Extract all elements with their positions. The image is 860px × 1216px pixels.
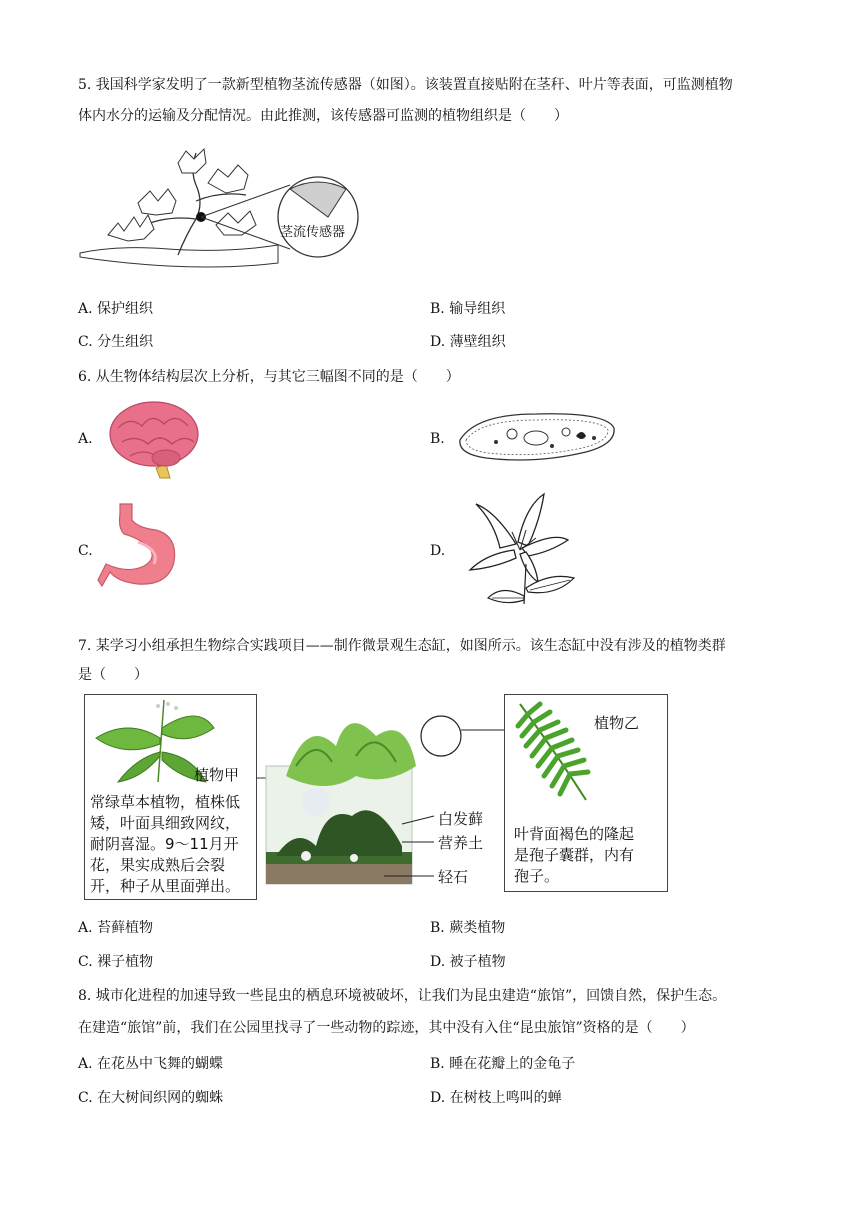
plant-b-description xyxy=(514,824,634,887)
plant-a-line-1: 常绿草本植物，植株低 xyxy=(90,793,241,811)
q5-plant-sensor-figure xyxy=(78,145,368,270)
plant-a-line-4: 花，果实成熟后会裂 xyxy=(90,856,226,874)
stomach-image xyxy=(98,502,180,590)
plant-a-line-2: 矮，叶面具细致网纹， xyxy=(90,814,241,832)
brain-image xyxy=(108,398,204,480)
label-stone: 轻石 xyxy=(438,868,469,886)
q7-option-d[interactable]: D. 被子植物 xyxy=(430,954,506,970)
q8-option-a[interactable]: A. 在花丛中飞舞的蝴蝶 xyxy=(78,1056,224,1072)
plant-b-title: 植物乙 xyxy=(594,714,640,732)
q8-stem-line2: 在建造“旅馆”前，我们在公园里找寻了一些动物的踪迹，其中没有入住“昆虫旅馆”资格的是（ ） xyxy=(78,1020,695,1036)
q7-stem-line2: 是（ ） xyxy=(78,667,148,683)
label-plant-a: 植物甲 xyxy=(194,766,240,784)
lily-flower-image xyxy=(466,492,578,608)
q5-stem-line2: 体内水分的运输及分配情况。由此推测，该传感器可监测的植物组织是（ ） xyxy=(78,108,568,124)
q5-option-b[interactable]: B. 输导组织 xyxy=(430,301,506,317)
plant-a-line-3: 耐阴喜湿。9～11月开 xyxy=(90,835,239,853)
plant-a-line-5: 开，种子从里面弹出。 xyxy=(90,877,241,895)
q6-option-b[interactable]: B. xyxy=(430,431,445,447)
label-soil: 营养土 xyxy=(438,834,484,852)
fern-frond-image xyxy=(514,700,592,804)
sensor-label: 茎流传感器 xyxy=(280,225,346,240)
q7-option-c[interactable]: C. 裸子植物 xyxy=(78,954,154,970)
q7-option-b[interactable]: B. 蕨类植物 xyxy=(430,920,506,936)
q6-option-d[interactable]: D. xyxy=(430,543,446,559)
q8-option-d[interactable]: D. 在树枝上鸣叫的蝉 xyxy=(430,1090,562,1106)
q5-option-a[interactable]: A. 保护组织 xyxy=(78,301,154,317)
q5-option-d[interactable]: D. 薄壁组织 xyxy=(430,334,506,350)
plant-b-line-2: 是孢子囊群，内有 xyxy=(514,846,635,864)
q7-stem-line1: 7. 某学习小组承担生物综合实践项目——制作微景观生态缸，如图所示。该生态缸中没有涉及的植物类群 xyxy=(78,638,726,654)
q7-terrarium-figure xyxy=(84,692,672,902)
paramecium-image xyxy=(456,408,618,464)
q6-option-c[interactable]: C. xyxy=(78,543,93,559)
plant-b-line-1: 叶背面褐色的隆起 xyxy=(514,825,635,843)
q5-stem-line1: 5. 我国科学家发明了一款新型植物茎流传感器（如图）。该装置直接贴附在茎秆、叶片等表面，可监测植物 xyxy=(78,77,733,93)
plant-sensor-illustration xyxy=(78,145,368,270)
q6-stem: 6. 从生物体结构层次上分析，与其它三幅图不同的是（ ） xyxy=(78,369,460,385)
plant-b-line-3: 孢子。 xyxy=(514,867,560,885)
q5-option-c[interactable]: C. 分生组织 xyxy=(78,334,154,350)
q7-option-a[interactable]: A. 苔藓植物 xyxy=(78,920,154,936)
q8-option-b[interactable]: B. 睡在花瓣上的金龟子 xyxy=(430,1056,576,1072)
label-moss: 白发藓 xyxy=(438,810,484,828)
q6-option-a[interactable]: A. xyxy=(78,431,93,447)
q8-stem-line1: 8. 城市化进程的加速导致一些昆虫的栖息环境被破坏，让我们为昆虫建造“旅馆”，回馈自然，保护生态。 xyxy=(78,988,727,1004)
q8-option-c[interactable]: C. 在大树间织网的蜘蛛 xyxy=(78,1090,224,1106)
